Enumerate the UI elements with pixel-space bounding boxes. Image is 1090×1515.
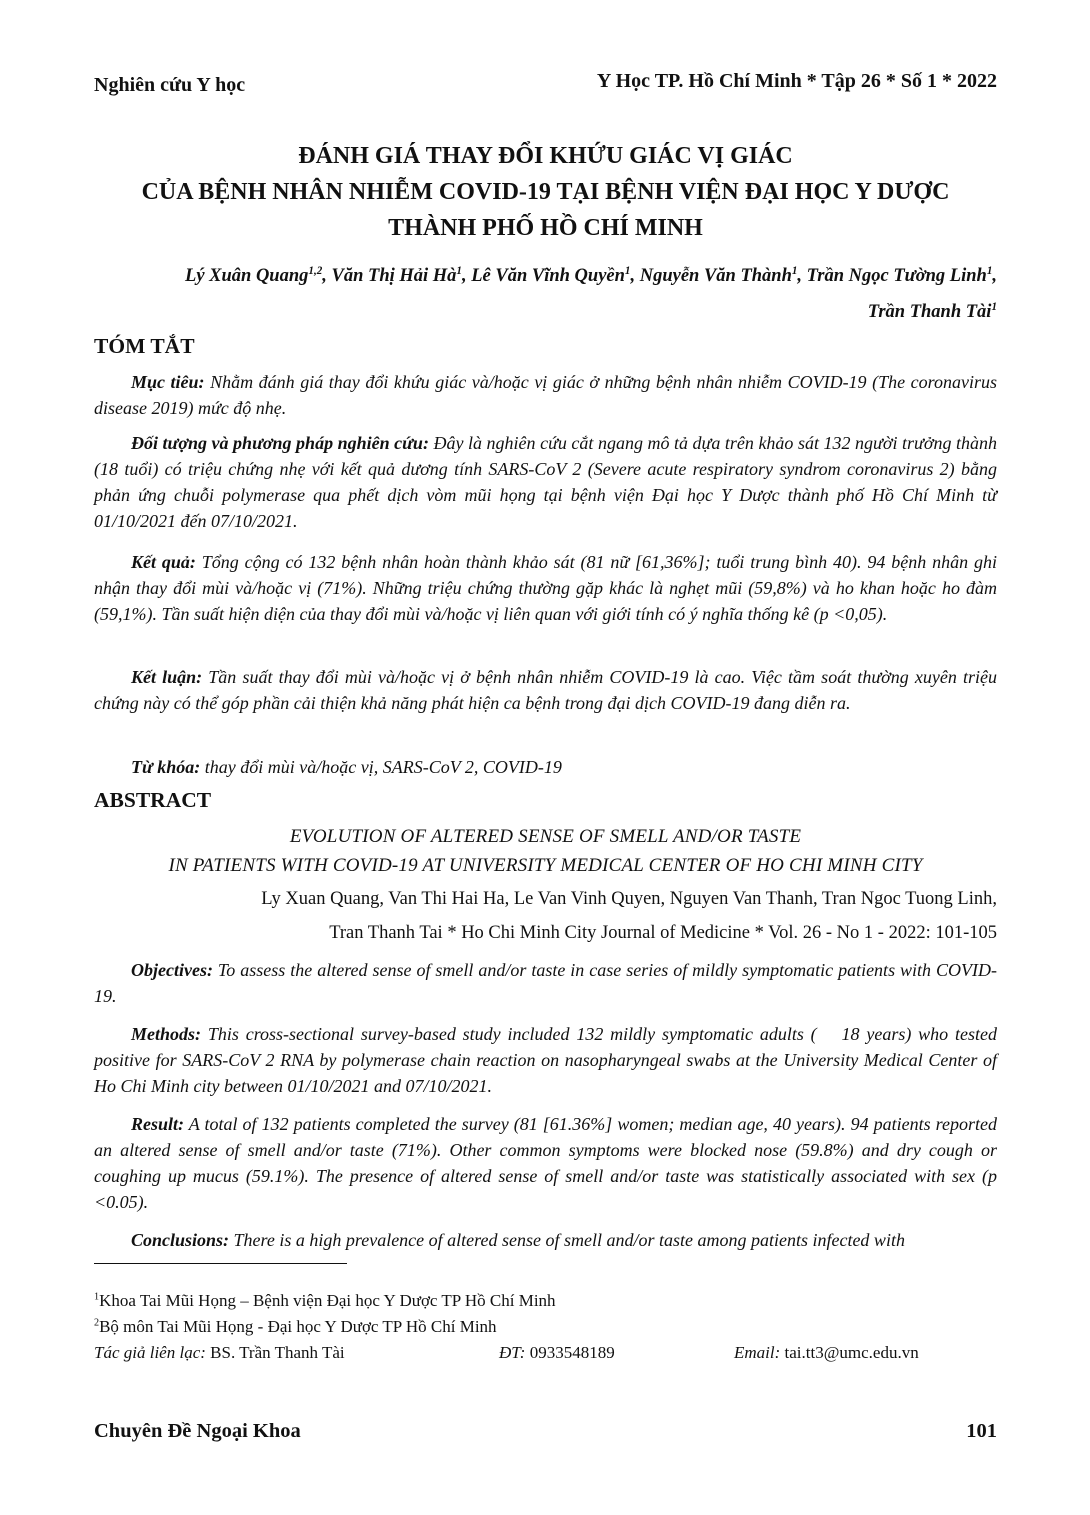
vn-results-text: Tổng cộng có 132 bệnh nhân hoàn thành khảo sát (81 nữ [61,36%]; tuổi trung bình 40). 94 bệnh nhân ghi nhận thay đổi mùi và/hoặc vị (71%). Những triệu chứng thường gặp khác là nghẹt mũi (59,8%) và ho khan hoặc ho đàm (59,1%). Tần suất hiện diện của thay đổi mùi và/hoặc vị liên quan với giới tính có ý nghĩa thống kê (p <0,05).	[94, 552, 997, 624]
contact-author	[94, 1340, 345, 1366]
vn-conclusion-text: Tần suất thay đổi mùi và/hoặc vị ở bệnh nhân nhiễm COVID-19 là cao. Việc tầm soát thường xuyên triệu chứng này có thể góp phần cải thiện khả năng phát hiện ca bệnh trong đại dịch COVID-19 đang diễn ra.	[94, 667, 997, 713]
contact-email	[734, 1340, 919, 1366]
en-objectives-paragraph	[94, 957, 997, 1009]
en-authors-line-1: Ly Xuan Quang, Van Thi Hai Ha, Le Van Vinh Quyen, Nguyen Van Thanh, Tran Ngoc Tuong Linh,	[261, 889, 997, 909]
footnote-2-marker: 2	[94, 1317, 100, 1329]
en-conclusions-text: There is a high prevalence of altered sense of smell and/or taste among patients infected with	[229, 1230, 905, 1250]
author-affiliation: 1	[991, 300, 997, 313]
vn-conclusion-label: Kết luận:	[131, 667, 203, 687]
title-line-2: CỦA BỆNH NHÂN NHIỄM COVID-19 TẠI BỆNH VIỆN ĐẠI HỌC Y DƯỢC	[141, 179, 950, 205]
en-result-paragraph	[94, 1111, 997, 1215]
author-name: Trần Ngọc Tường Linh	[806, 266, 987, 286]
author-list	[94, 258, 997, 330]
footnote-2	[94, 1314, 997, 1340]
vn-keywords-paragraph	[94, 754, 997, 780]
title-line-3: THÀNH PHỐ HỒ CHÍ MINH	[388, 215, 703, 241]
en-citation	[94, 882, 997, 950]
running-header	[94, 70, 997, 102]
page-number: 101	[966, 1420, 997, 1442]
author-name: Lê Văn Vĩnh Quyền	[471, 266, 625, 286]
en-objectives-label: Objectives:	[131, 960, 213, 980]
vn-objective-label: Mục tiêu:	[131, 372, 205, 392]
phone-label: ĐT:	[499, 1343, 526, 1362]
en-conclusions-label: Conclusions:	[131, 1230, 230, 1250]
vn-objective-paragraph	[94, 369, 997, 421]
author-affiliation: 1	[791, 264, 798, 277]
vn-methods-paragraph	[94, 430, 997, 534]
en-article-title	[94, 822, 997, 880]
running-footer	[94, 1420, 997, 1443]
footer-section: Chuyên Đề Ngoại Khoa	[94, 1420, 301, 1442]
footnote-1	[94, 1288, 997, 1314]
vn-methods-label: Đối tượng và phương pháp nghiên cứu:	[131, 433, 429, 453]
vn-results-label: Kết quả:	[131, 552, 196, 572]
author-affiliation: 1	[456, 264, 462, 277]
author-name: Nguyễn Văn Thành	[639, 266, 792, 286]
author-separator: ,	[322, 266, 332, 286]
author-name: Trần Thanh Tài	[867, 302, 992, 322]
vn-keywords-text: thay đổi mùi và/hoặc vị, SARS-CoV 2, COVID-19	[200, 757, 562, 777]
author-separator: ,	[797, 266, 807, 286]
email-label: Email:	[734, 1343, 781, 1362]
title-line-1: ĐÁNH GIÁ THAY ĐỔI KHỨU GIÁC VỊ GIÁC	[298, 143, 793, 169]
author-separator: ,	[630, 266, 640, 286]
header-right: Y Học TP. Hồ Chí Minh * Tập 26 * Số 1 * 2022	[596, 70, 997, 92]
vn-objective-text: Nhằm đánh giá thay đổi khứu giác và/hoặc vị giác ở những bệnh nhân nhiễm COVID-19 (The coronavirus disease 2019) mức độ nhẹ.	[94, 372, 997, 418]
en-authors-line-2: Tran Thanh Tai * Ho Chi Minh City Journal of Medicine * Vol. 26 - No 1 - 2022: 101-105	[329, 923, 997, 943]
paper-page	[94, 0, 997, 1515]
vn-abstract-heading: TÓM TẮT	[94, 334, 195, 358]
en-result-text: A total of 132 patients completed the survey (81 [61.36%] women; median age, 40 years). 94 patients reported an altered sense of smell and/or taste (71%). Other common symptoms were blocked nose (59.8%) and dry cough or coughing up mucus (59.1%). The presence of altered sense of smell and/or taste was statistically associated with sex (p <0.05).	[94, 1114, 997, 1212]
author-name: Lý Xuân Quang	[185, 266, 309, 286]
en-conclusions-paragraph	[94, 1227, 997, 1253]
footnote-2-text: Bộ môn Tai Mũi Họng - Đại học Y Dược TP Hồ Chí Minh	[99, 1317, 497, 1336]
author-affiliation: 1	[624, 264, 631, 277]
en-title-line-2: IN PATIENTS WITH COVID-19 AT UNIVERSITY MEDICAL CENTER OF HO CHI MINH CITY	[168, 855, 923, 876]
contact-name: BS. Trần Thanh Tài	[205, 1343, 345, 1362]
en-result-label: Result:	[131, 1114, 185, 1134]
en-abstract-heading: ABSTRACT	[94, 788, 212, 812]
author-separator: ,	[992, 266, 997, 286]
footnote-divider	[94, 1263, 347, 1264]
en-methods-label: Methods:	[131, 1024, 202, 1044]
en-methods-paragraph	[94, 1021, 997, 1099]
en-objectives-text: To assess the altered sense of smell and/or taste in case series of mildly symptomatic patients with COVID-19.	[94, 960, 997, 1006]
email-address: tai.tt3@umc.edu.vn	[780, 1343, 919, 1362]
vn-results-paragraph	[94, 549, 997, 627]
vn-keywords-label: Từ khóa:	[131, 757, 201, 777]
article-title	[94, 138, 997, 246]
author-name: Văn Thị Hải Hà	[331, 266, 457, 286]
author-affiliation: 1	[986, 264, 993, 277]
en-title-line-1: EVOLUTION OF ALTERED SENSE OF SMELL AND/OR TASTE	[289, 826, 802, 847]
footnote-1-marker: 1	[94, 1291, 100, 1303]
header-left: Nghiên cứu Y học	[94, 74, 246, 96]
corresponding-author	[94, 1340, 997, 1366]
contact-phone	[499, 1340, 615, 1366]
en-methods-text: This cross-sectional survey-based study included 132 mildly symptomatic adults ( 18 years) who tested positive for SARS-CoV 2 RNA by polymerase chain reaction on nasopharyngeal swabs at the University Medical Center of Ho Chi Minh city between 01/10/2021 and 07/10/2021.	[94, 1024, 997, 1096]
vn-conclusion-paragraph	[94, 664, 997, 716]
author-affiliation: 1,2	[308, 264, 323, 277]
phone-number: 0933548189	[525, 1343, 615, 1362]
contact-label: Tác giả liên lạc:	[94, 1343, 206, 1362]
author-separator: ,	[461, 266, 472, 286]
vn-methods-text: Đây là nghiên cứu cắt ngang mô tả dựa trên khảo sát 132 người trưởng thành (18 tuổi) có triệu chứng nhẹ với kết quả dương tính SARS-CoV 2 (Severe acute respiratory syndrom coronavirus 2) bằng phản ứng chuỗi polymerase qua phết dịch vòm mũi họng tại bệnh viện Đại học Y Dược thành phố Hồ Chí Minh từ 01/10/2021 đến 07/10/2021.	[94, 433, 997, 531]
footnote-1-text: Khoa Tai Mũi Họng – Bệnh viện Đại học Y Dược TP Hồ Chí Minh	[99, 1291, 556, 1310]
